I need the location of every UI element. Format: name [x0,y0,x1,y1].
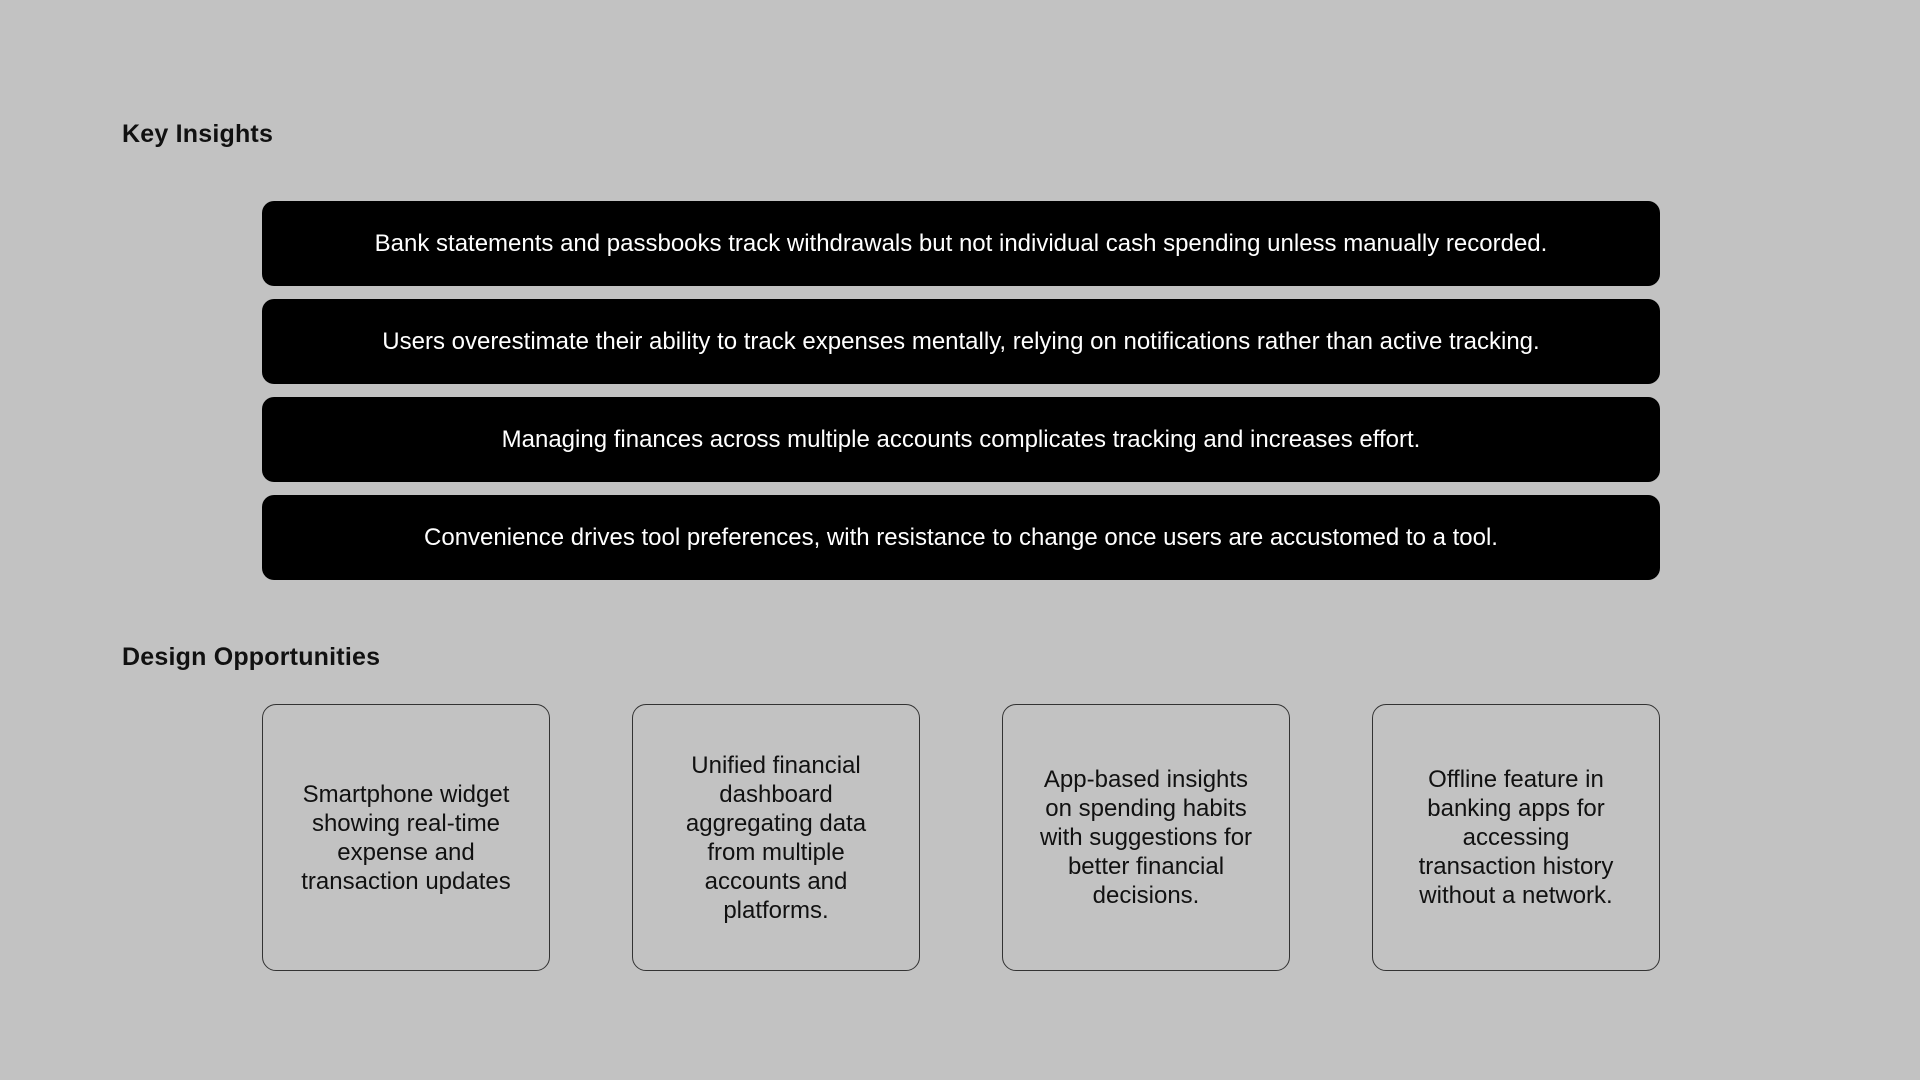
opportunity-card [262,704,550,971]
insight-text: Convenience drives tool preferences, with resistance to change once users are accustomed to a tool. [424,523,1498,551]
opportunity-text: Smartphone widget showing real-time expense and transaction updates [301,780,511,895]
design-opportunities-list [262,704,1660,971]
key-insights-heading: Key Insights [122,120,274,148]
insight-text: Users overestimate their ability to track expenses mentally, relying on notifications rather than active tracking. [382,327,1540,355]
insight-bar [262,495,1660,580]
opportunity-card [632,704,920,971]
insight-text: Bank statements and passbooks track withdrawals but not individual cash spending unless manually recorded. [374,229,1548,257]
opportunity-card [1372,704,1660,971]
insight-bar [262,201,1660,286]
opportunity-text: App-based insights on spending habits with suggestions for better financial decisions. [1039,766,1253,909]
opportunity-text: Unified financial dashboard aggregating data from multiple accounts and platforms. [685,751,867,924]
insight-text: Managing finances across multiple accounts complicates tracking and increases effort. [501,425,1421,453]
key-insights-list [262,201,1660,593]
insight-bar [262,299,1660,384]
opportunity-text: Offline feature in banking apps for accessing transaction history without a network. [1418,766,1614,909]
insight-bar [262,397,1660,482]
opportunity-card [1002,704,1290,971]
design-opportunities-heading: Design Opportunities [122,643,381,671]
